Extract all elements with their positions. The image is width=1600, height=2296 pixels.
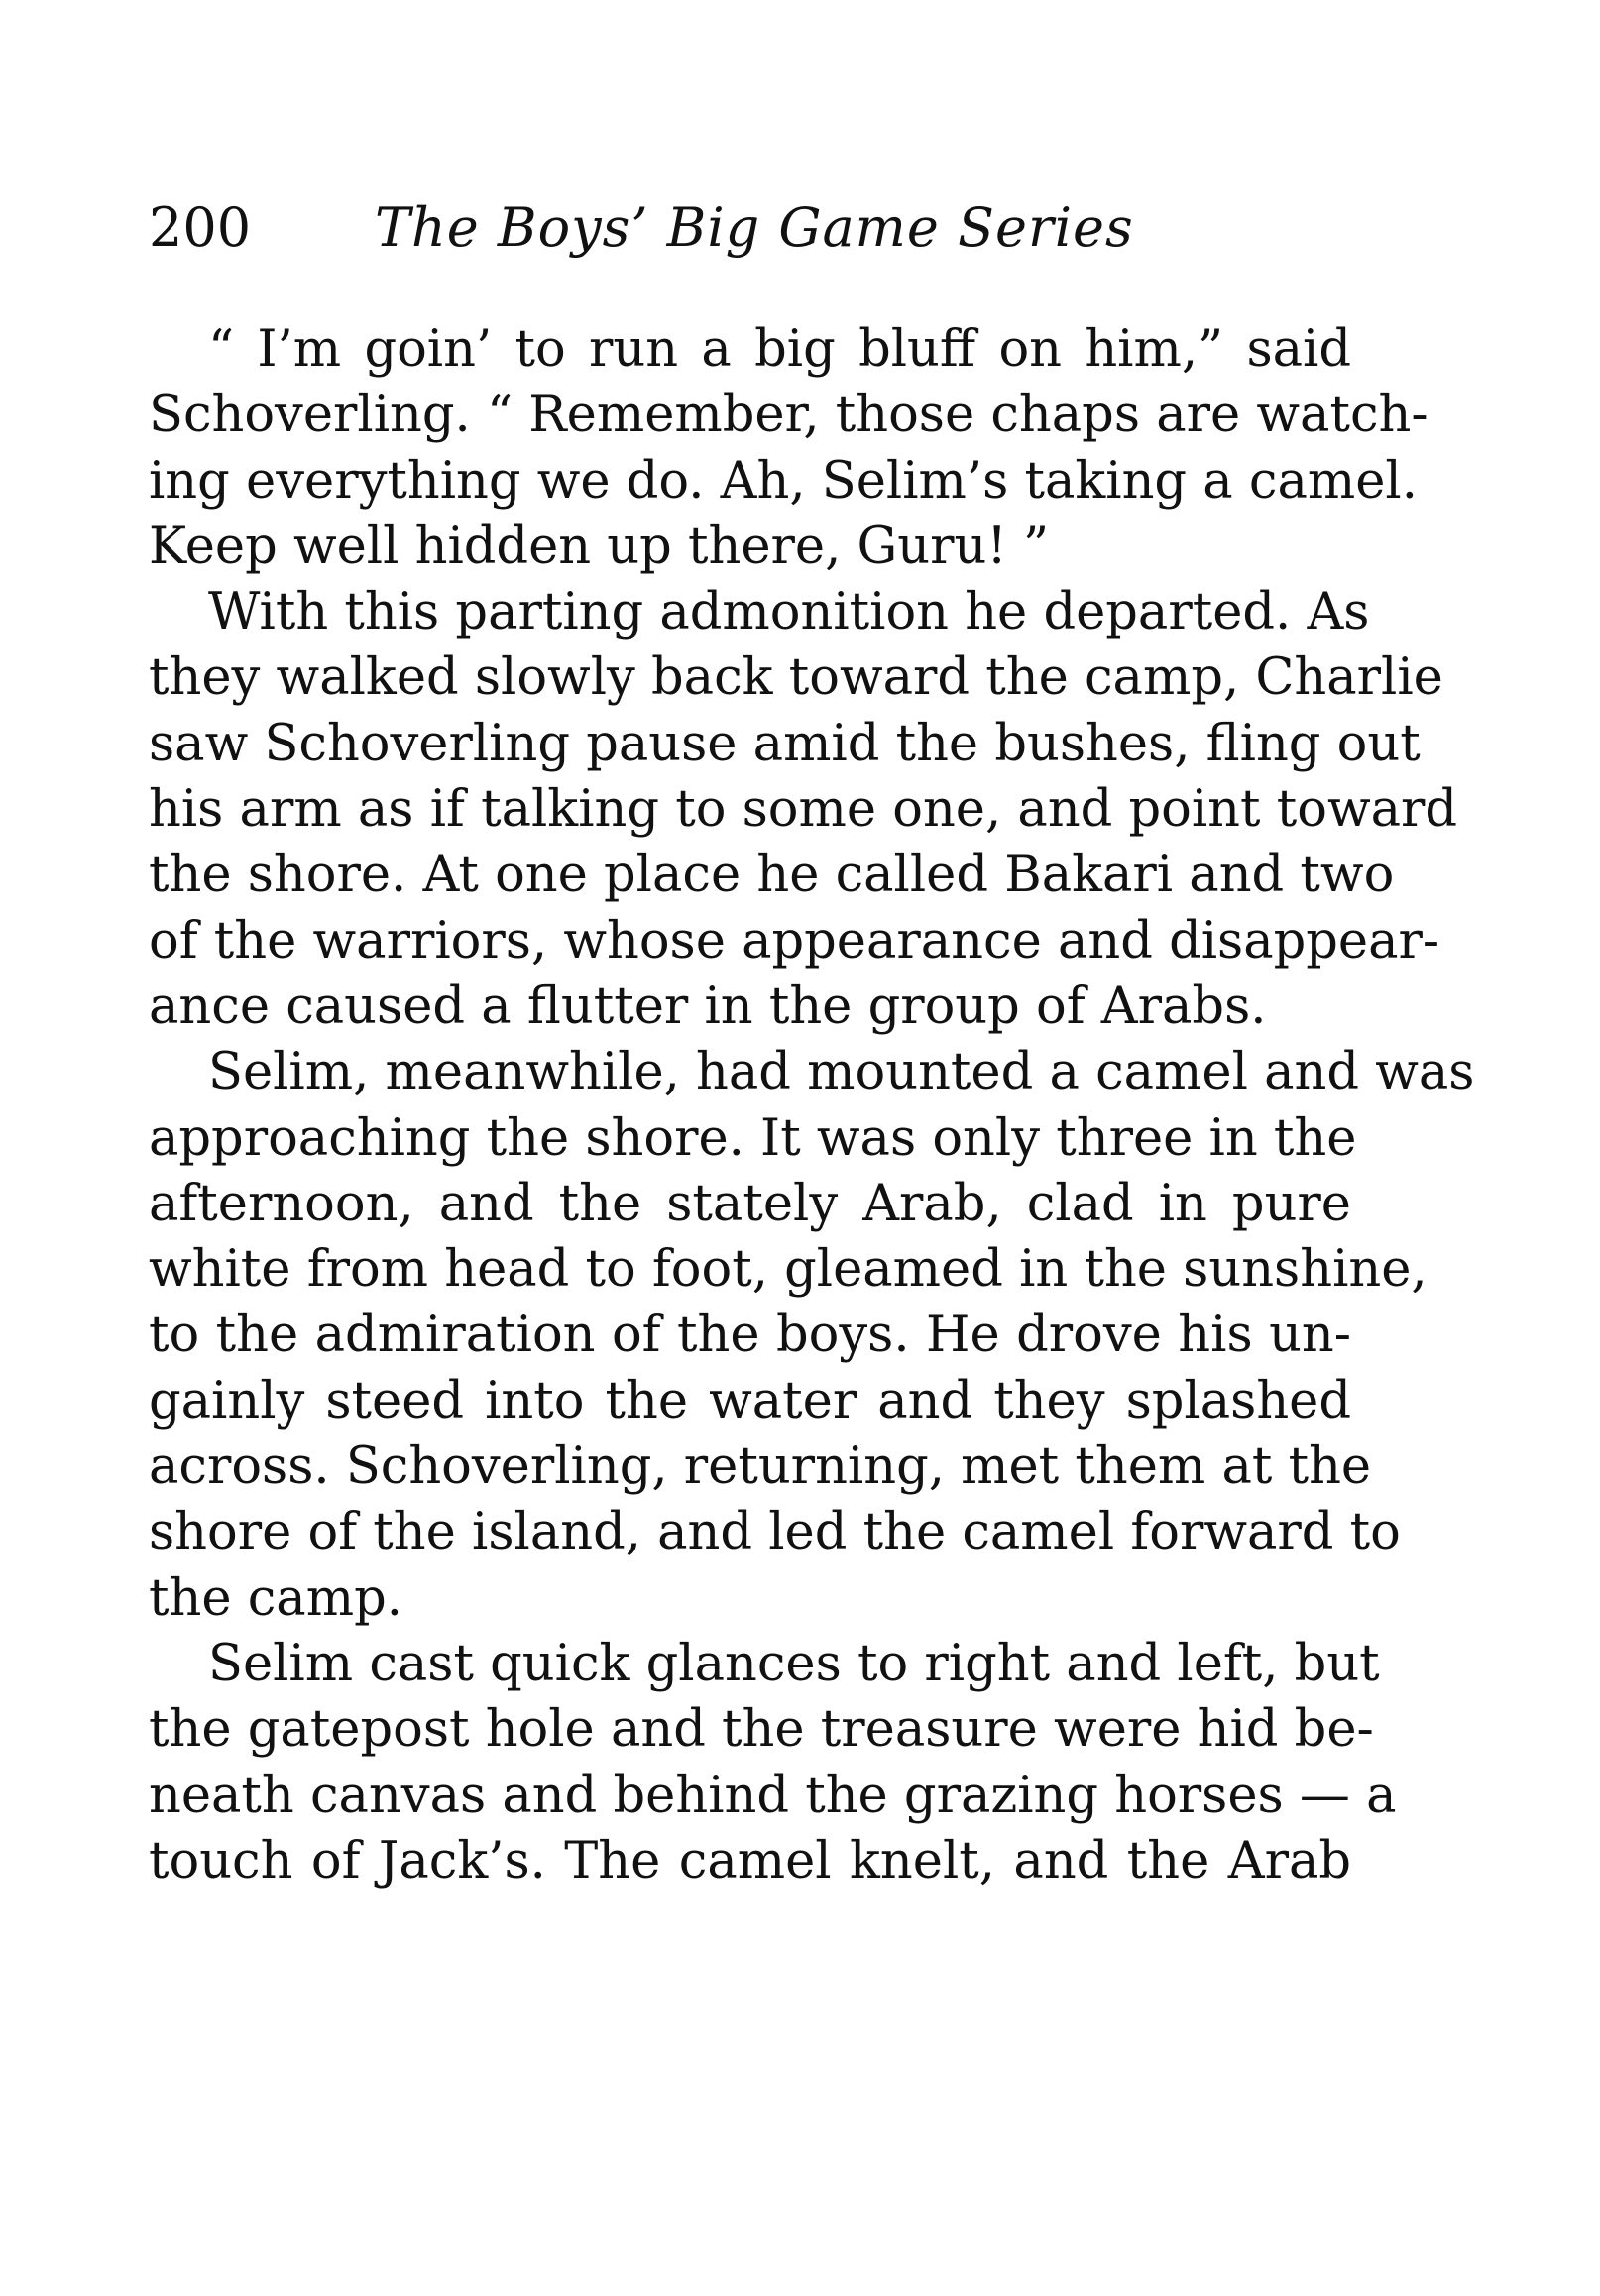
text-line: neath canvas and behind the grazing horses — a (149, 1766, 1397, 1825)
text-line: they walked slowly back toward the camp, Charlie (149, 648, 1443, 708)
text-line: to the admiration of the boys. He drove his un- (149, 1306, 1351, 1365)
text-line: white from head to foot, gleamed in the sunshine, (149, 1240, 1428, 1300)
text-line: gainly steed into the water and they splashed (149, 1371, 1351, 1431)
text-line: of the warriors, whose appearance and disappear- (149, 911, 1440, 971)
text-line: his arm as if talking to some one, and point toward (149, 780, 1458, 840)
text-line: saw Schoverling pause amid the bushes, fling out (149, 714, 1421, 773)
text-line: ance caused a flutter in the group of Arabs. (149, 976, 1267, 1036)
text-line: the shore. At one place he called Bakari and two (149, 846, 1395, 905)
text-line: Selim, meanwhile, had mounted a camel and was (208, 1043, 1475, 1102)
running-title: The Boys’ Big Game Series (375, 196, 1134, 259)
text-line: afternoon, and the stately Arab, clad in pure (149, 1174, 1351, 1233)
text-line: touch of Jack’s. The camel knelt, and the Arab (149, 1831, 1351, 1891)
body-text (149, 317, 1475, 1894)
text-line: across. Schoverling, returning, met them at the (149, 1437, 1372, 1497)
text-line: approaching the shore. It was only three in the (149, 1108, 1357, 1168)
text-line: Schoverling. “ Remember, those chaps are watch- (149, 386, 1429, 445)
text-line: “ I’m goin’ to run a big bluff on him,” said (208, 320, 1351, 379)
text-line: ing everything we do. Ah, Selim’s taking a camel. (149, 451, 1418, 511)
text-line: Keep well hidden up there, Guru! ” (149, 517, 1050, 576)
page-number: 200 (149, 196, 252, 259)
text-line: shore of the island, and led the camel forward to (149, 1503, 1401, 1562)
text-line: the camp. (149, 1568, 402, 1628)
text-line: Selim cast quick glances to right and left, but (208, 1634, 1380, 1693)
text-line: With this parting admonition he departed. As (208, 583, 1370, 642)
text-line: the gatepost hole and the treasure were hid be- (149, 1700, 1374, 1760)
